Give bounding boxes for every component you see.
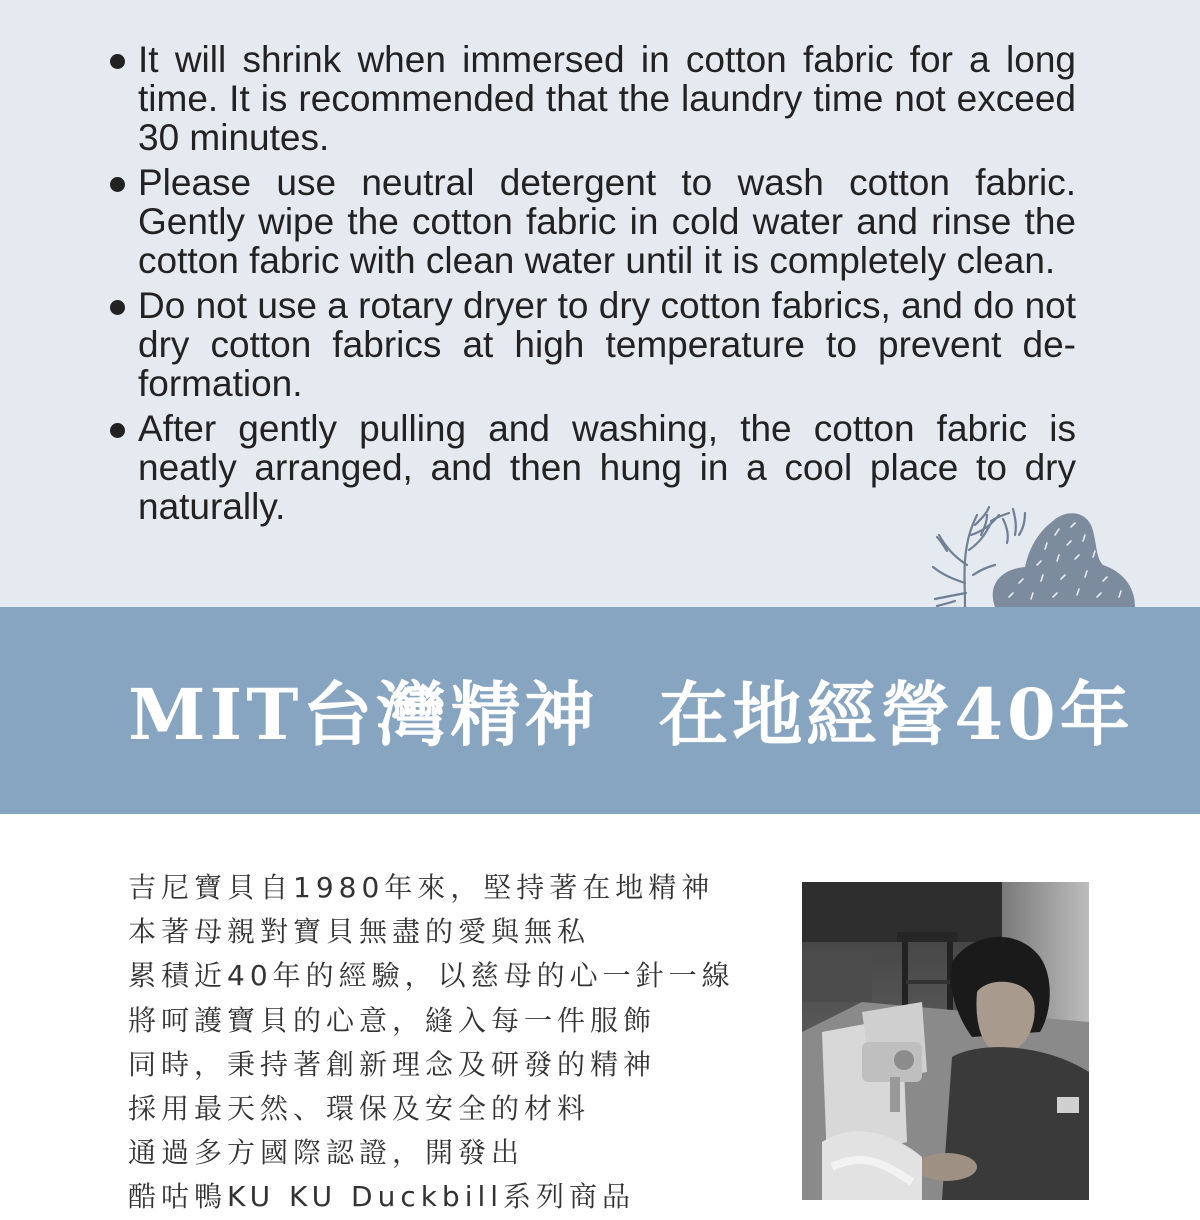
- care-item-text: Please use neutral detergent to wash cotton fabric. Gently wipe the cotton fabric in cold water and rinse the cotton fabric with clean water until it is completely clean.: [138, 162, 1076, 281]
- care-item-text: After gently pulling and washing, the cotton fabric is neatly arranged, and then hung in a cool place to dry naturally.: [138, 408, 1076, 527]
- banner-title-right: 在地經營40年: [658, 673, 1134, 756]
- banner-title: [128, 670, 1134, 760]
- seamstress-photo-illustration: [802, 882, 1089, 1200]
- care-item-text: It will shrink when immersed in cotton fabric for a long time. It is recommended that the laundry time not exceed 30 minutes.: [138, 39, 1076, 158]
- coral-and-tree-icon: [925, 505, 1140, 607]
- bullet-icon: [110, 300, 125, 315]
- story-line: 吉尼寶貝自1980年來，堅持著在地精神: [128, 871, 715, 904]
- story-line: 累積近40年的經驗，以慈母的心一針一線: [128, 959, 735, 993]
- bullet-icon: [110, 423, 125, 438]
- story-line: 酷咕鴨KU KU Duckbill系列商品: [128, 1180, 636, 1214]
- bullet-icon: [110, 54, 125, 69]
- story-line: 將呵護寶貝的心意，縫入每一件服飾: [128, 1003, 657, 1037]
- banner-title-left: MIT台灣精神: [128, 673, 599, 756]
- story-line: 採用最天然、環保及安全的材料: [128, 1091, 591, 1125]
- care-item: [108, 163, 1076, 280]
- story-line: 本著母親對寶貝無盡的愛與無私: [128, 915, 591, 949]
- care-instructions-list: [108, 40, 1076, 532]
- care-instructions-section: [0, 0, 1200, 607]
- story-line: 通過多方國際認證，開發出: [128, 1136, 525, 1170]
- brand-story: [128, 866, 768, 1220]
- care-item: [108, 286, 1076, 403]
- seamstress-photo: [802, 882, 1089, 1200]
- bullet-icon: [110, 177, 125, 192]
- story-line: 同時，秉持著創新理念及研發的精神: [128, 1047, 657, 1081]
- care-item-text: Do not use a rotary dryer to dry cotton fabrics, and do not dry cotton fabrics at high temperature to prevent de-formation.: [138, 285, 1076, 404]
- care-item: [108, 40, 1076, 157]
